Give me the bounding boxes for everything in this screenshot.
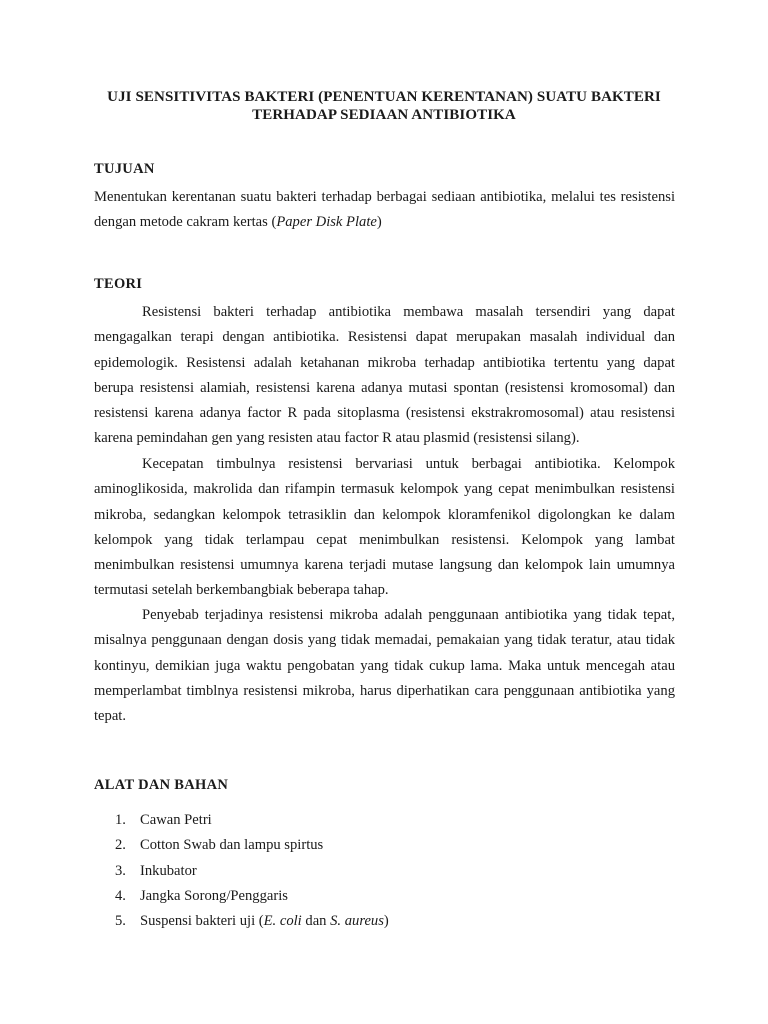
tujuan-heading: TUJUAN (94, 161, 155, 177)
alat-bahan-heading: ALAT DAN BAHAN (94, 777, 229, 793)
document-title (92, 88, 676, 124)
teori-paragraph-3: Penyebab terjadinya resistensi mikroba adalah penggunaan antibiotika yang tidak tepat, misalnya penggunaan dengan dosis yang tidak memadai, pemakaian yang tidak teratur, atau tidak kontinyu, demikian juga waktu pengobatan yang tidak cukup lama. Maka untuk mencegah atau memperlambat timblnya resistensi mikroba, harus diperhatikan cara penggunaan antibiotika yang tepat. (94, 607, 675, 725)
tujuan-text: Menentukan kerentanan suatu bakteri terhadap berbagai sediaan antibiotika, melalui tes resistensi dengan metode cakram kertas ( (94, 189, 675, 231)
tujuan-paragraph (94, 185, 675, 236)
list-item: 4. Jangka Sorong/Penggaris (115, 887, 288, 904)
tujuan-close-paren: ) (376, 214, 382, 231)
list-item: 1. Cawan Petri (115, 812, 212, 828)
teori-heading: TEORI (94, 276, 143, 292)
title-line-2: TERHADAP SEDIAAN ANTIBIOTIKA (252, 107, 516, 123)
teori-paragraph-2: Kecepatan timbulnya resistensi bervariasi untuk berbagai antibiotika. Kelompok aminoglikosida, makrolida dan rifampin termasuk kelompok yang cepat menimbulkan resistensi mikroba, sedangkan kelompok tetrasiklin dan kelompok kloramfenikol digolongkan ke dalam kelompok yang tidak terlampau cepat menimbulkan resistensi. Kelompok yang lambat menimbulkan resistensi umumnya karena terjadi mutase langsung dan kelompok lain umumnya termutasi setelah berkembangbiak beberapa tahap. (94, 456, 675, 599)
tujuan-method-italic: Paper Disk Plate (276, 214, 377, 231)
title-line-1: UJI SENSITIVITAS BAKTERI (PENENTUAN KERENTANAN) SUATU BAKTERI (107, 89, 661, 105)
teori-paragraph-1: Resistensi bakteri terhadap antibiotika membawa masalah tersendiri yang dapat mengagalkan terapi dengan antibiotika. Resistensi dapat merupakan masalah individual dan epidemologik. Resistensi adalah ketahanan mikroba terhadap antibiotika tertentu yang dapat berupa resistensi alamiah, resistensi karena adanya mutasi spontan (resistensi kromosomal) dan resistensi karena adanya factor R pada sitoplasma (resistensi ekstrakromosomal) atau resistensi karena pemindahan gen yang resisten atau factor R atau plasmid (resistensi silang). (94, 304, 675, 447)
list-item: 2. Cotton Swab dan lampu spirtus (115, 837, 324, 854)
list-item: 5. Suspensi bakteri uji (E. coli dan S. aureus) (115, 913, 389, 930)
alat-bahan-list (94, 808, 389, 934)
list-item: 3. Inkubator (115, 862, 197, 879)
